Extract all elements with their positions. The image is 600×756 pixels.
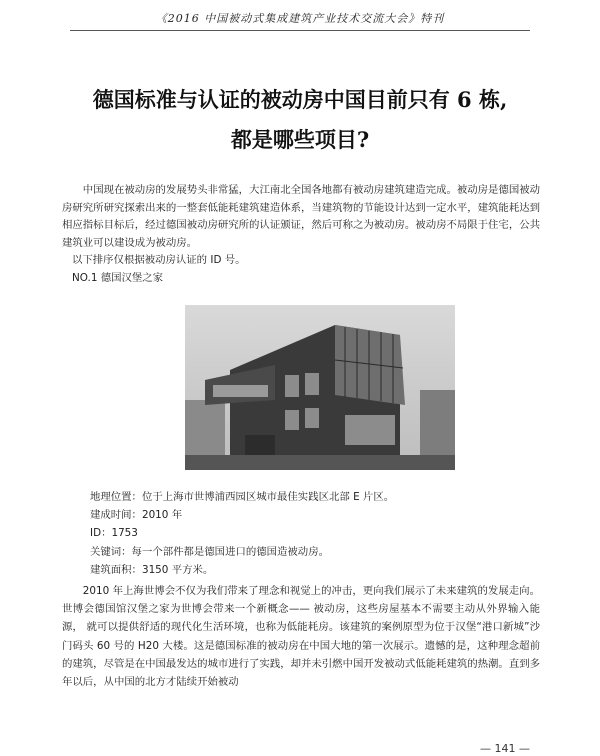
intro-section <box>62 182 540 287</box>
hamburg-house-photo <box>185 305 455 470</box>
item-label: NO.1 德国汉堡之家 <box>72 271 164 284</box>
title-line-1: 德国标准与认证的被动房中国目前只有 6 栋, <box>92 87 508 112</box>
intro-paragraph: 中国现在被动房的发展势头非常猛，大江南北全国各地都有被动房建筑建造完成。被动房是德国被动房研究所研究探索出来的一整套低能耗建筑建造体系，当建筑物的节能设计达到一定水平，建筑能耗达到相应指标目标后，经过德国被动房研究所的认证颁证，然后可称之为被动房。被动房不局限于住宅，公共建筑业可以建设成为被动房。 <box>62 184 540 249</box>
story-paragraph: 2010 年上海世博会不仅为我们带来了理念和视觉上的冲击，更向我们展示了未来建筑的发展走向。 世博会德国馆汉堡之家为世博会带来一个新概念—— 被动房，这些房屋基本不需要主动从外界输入能源， 就可以提供舒适的现代化生活环境，也称为低能耗房。该建筑的案例原型为位于汉堡“港口新城”沙门码头 60 号的 H20 大楼。这是德国标准的被动房在中国大地的第一次展示。遗憾的是，这种理念超前的建筑，尽管是在中国最发达的城市进行了实践，却并未引燃中国开发被动式低能耗建筑的热潮。直到多年以后，从中国的北方才陆续开始被动 <box>62 585 540 689</box>
article-title <box>40 80 560 160</box>
building-illustration <box>185 305 455 470</box>
area-text: 建筑面积：3150 平方米。 <box>90 563 214 576</box>
story-section <box>62 582 540 691</box>
location-text: 地理位置：位于上海市世博浦西园区城市最佳实践区北部 E 片区。 <box>90 491 395 503</box>
id-text: ID：1753 <box>90 527 138 540</box>
ranking-note: 以下排序仅根据被动房认证的 ID 号。 <box>72 254 246 266</box>
running-header: 《2016 中国被动式集成建筑产业技术交流大会》特刊 <box>70 10 530 31</box>
page-number: — 141 — <box>480 742 530 755</box>
built-year-text: 建成时间：2010 年 <box>90 509 183 522</box>
project-details <box>90 488 530 579</box>
title-line-2: 都是哪些项目? <box>230 127 370 152</box>
keywords-text: 关键词：每一个部件都是德国进口的德国造被动房。 <box>90 545 329 558</box>
